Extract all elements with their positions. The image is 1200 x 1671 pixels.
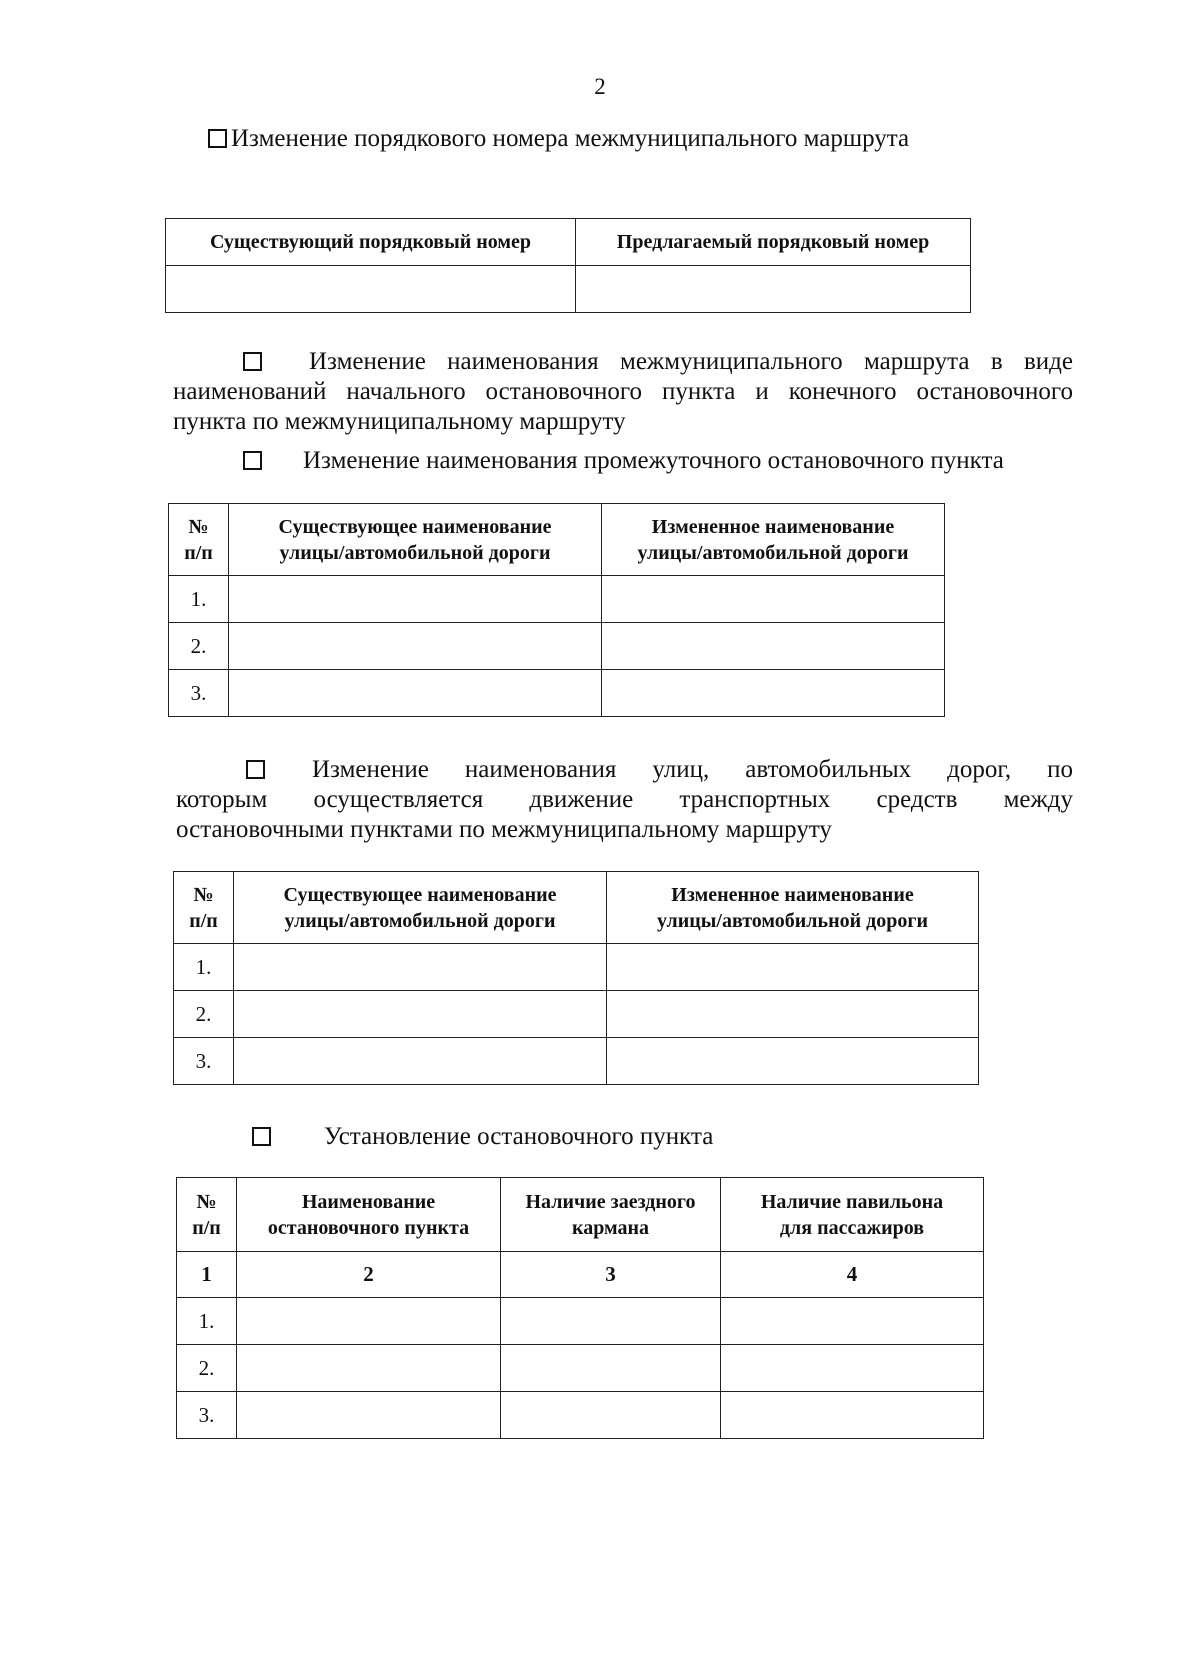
table-row	[169, 670, 945, 717]
changed-name-cell[interactable]	[607, 944, 979, 991]
pavilion-cell[interactable]	[721, 1345, 984, 1392]
existing-name-cell[interactable]	[234, 991, 607, 1038]
intermediate-stop-title: Изменение наименования промежуточного остановочного пункта	[303, 447, 1004, 474]
existing-name-header: Существующее наименование улицы/автомобильной дороги	[234, 872, 607, 944]
route-number-title: Изменение порядкового номера межмуниципального маршрута	[231, 125, 910, 152]
row-number: 2.	[169, 623, 229, 670]
number-header: № п/п	[177, 1178, 237, 1252]
intermediate-stop-name-change	[243, 446, 1004, 476]
row-number: 3.	[174, 1038, 234, 1085]
section-route-number-change	[208, 124, 909, 154]
street-name-line-3: остановочными пунктами по межмуниципальному маршруту	[176, 816, 832, 843]
changed-name-header: Измененное наименование улицы/автомобильной дороги	[602, 504, 945, 576]
changed-name-cell[interactable]	[602, 576, 945, 623]
stop-establishment-title: Установление остановочного пункта	[324, 1123, 714, 1150]
column-number: 4	[721, 1252, 984, 1298]
table-row	[177, 1345, 984, 1392]
proposed-number-cell[interactable]	[576, 266, 971, 313]
number-header: № п/п	[174, 872, 234, 944]
stop-name-header: Наименование остановочного пункта	[237, 1178, 501, 1252]
stop-establishment	[252, 1122, 713, 1152]
row-number: 2.	[177, 1345, 237, 1392]
route-name-line-3: пункта по межмуниципальному маршруту	[173, 408, 626, 435]
row-number: 2.	[174, 991, 234, 1038]
pull-in-bay-cell[interactable]	[501, 1345, 721, 1392]
stop-establishment-checkbox[interactable]	[252, 1127, 271, 1146]
stop-name-cell[interactable]	[237, 1392, 501, 1439]
table-row	[177, 1392, 984, 1439]
table-row	[174, 1038, 979, 1085]
changed-name-cell[interactable]	[602, 623, 945, 670]
pavilion-cell[interactable]	[721, 1392, 984, 1439]
pavilion-header: Наличие павильона для пассажиров	[721, 1178, 984, 1252]
stop-name-cell[interactable]	[237, 1298, 501, 1345]
existing-name-cell[interactable]	[234, 944, 607, 991]
route-name-line-2: наименований начального остановочного пункта и конечного остановочного	[173, 378, 1073, 405]
changed-name-cell[interactable]	[607, 1038, 979, 1085]
pull-in-bay-cell[interactable]	[501, 1392, 721, 1439]
number-header: № п/п	[169, 504, 229, 576]
existing-name-cell[interactable]	[229, 576, 602, 623]
column-number: 3	[501, 1252, 721, 1298]
existing-number-header: Существующий порядковый номер	[166, 219, 576, 266]
pull-in-bay-cell[interactable]	[501, 1298, 721, 1345]
route-name-change-paragraph	[173, 347, 1073, 437]
changed-name-header: Измененное наименование улицы/автомобильной дороги	[607, 872, 979, 944]
pull-in-bay-header: Наличие заездного кармана	[501, 1178, 721, 1252]
street-name-change-paragraph	[176, 755, 1073, 845]
street-name-checkbox[interactable]	[246, 760, 265, 779]
changed-name-cell[interactable]	[607, 991, 979, 1038]
route-number-table	[165, 218, 971, 313]
stop-establishment-table	[176, 1177, 984, 1439]
existing-name-cell[interactable]	[229, 623, 602, 670]
table-row	[169, 623, 945, 670]
table-row	[174, 944, 979, 991]
proposed-number-header: Предлагаемый порядковый номер	[576, 219, 971, 266]
route-name-checkbox[interactable]	[243, 352, 262, 371]
table-row	[174, 991, 979, 1038]
existing-name-header: Существующее наименование улицы/автомобильной дороги	[229, 504, 602, 576]
route-name-line-1: Изменение наименования межмуниципального маршрута в виде	[309, 348, 1073, 375]
intermediate-stop-table	[168, 503, 945, 717]
street-name-line-1: Изменение наименования улиц, автомобильных дорог, по	[312, 756, 1073, 783]
pavilion-cell[interactable]	[721, 1298, 984, 1345]
stop-name-cell[interactable]	[237, 1345, 501, 1392]
existing-name-cell[interactable]	[229, 670, 602, 717]
row-number: 3.	[169, 670, 229, 717]
street-name-line-2: которым осуществляется движение транспортных средств между	[176, 786, 1073, 813]
changed-name-cell[interactable]	[602, 670, 945, 717]
column-number: 1	[177, 1252, 237, 1298]
intermediate-stop-checkbox[interactable]	[243, 451, 262, 470]
existing-number-cell[interactable]	[166, 266, 576, 313]
row-number: 1.	[169, 576, 229, 623]
street-name-table	[173, 871, 979, 1085]
row-number: 3.	[177, 1392, 237, 1439]
column-number: 2	[237, 1252, 501, 1298]
route-number-checkbox[interactable]	[208, 129, 227, 148]
existing-name-cell[interactable]	[234, 1038, 607, 1085]
row-number: 1.	[177, 1298, 237, 1345]
table-row	[177, 1298, 984, 1345]
table-row	[169, 576, 945, 623]
column-numbers-row	[177, 1252, 984, 1298]
page-number: 2	[594, 74, 606, 99]
row-number: 1.	[174, 944, 234, 991]
